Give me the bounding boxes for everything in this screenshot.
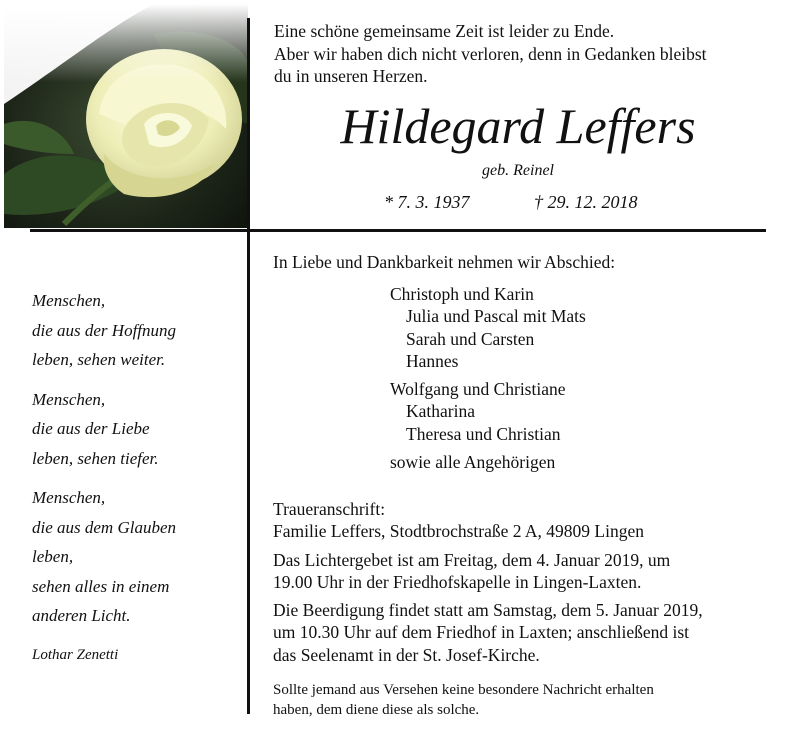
poem-line: Menschen,	[32, 291, 106, 310]
family-member: Sarah und Carsten	[406, 328, 535, 349]
poem-stanza	[32, 286, 242, 375]
birth-name: geb. Reinel	[482, 162, 554, 179]
prayer-line: Das Lichtergebet ist am Freitag, dem 4. Januar 2019, um	[273, 549, 671, 570]
poem-stanza	[32, 483, 242, 631]
poem-line: leben, sehen tiefer.	[32, 448, 159, 468]
family-others: sowie alle Angehörigen	[390, 452, 556, 473]
poem-line: leben,	[32, 547, 74, 566]
birth-date: * 7. 3. 1937	[384, 192, 470, 212]
poem-line: Menschen,	[32, 488, 106, 507]
family-group	[390, 378, 770, 445]
poem-line: anderen Licht.	[32, 606, 131, 625]
family-head: Christoph und Karin	[390, 284, 534, 304]
intro-line: Aber wir haben dich nicht verloren, denn in Gedanken bleibst	[274, 43, 707, 64]
farewell-text: In Liebe und Dankbarkeit nehmen wir Abschied:	[273, 252, 616, 272]
poem-author: Lothar Zenetti	[32, 647, 119, 663]
funeral-line: um 10.30 Uhr auf dem Friedhof in Laxten; anschließend ist	[273, 622, 690, 643]
family-member: Hannes	[406, 350, 459, 371]
life-dates	[384, 192, 684, 213]
funeral-line: das Seelenamt in der St. Josef-Kirche.	[273, 644, 540, 665]
funeral-block	[273, 599, 783, 666]
address: Familie Leffers, Stodtbrochstraße 2 A, 49809 Lingen	[273, 521, 644, 542]
poem-line: die aus der Liebe	[32, 419, 150, 438]
notice-line: haben, dem diene diese als solche.	[273, 702, 480, 718]
rose-illustration	[4, 4, 248, 228]
notice-line: Sollte jemand aus Versehen keine besondere Nachricht erhalten	[273, 682, 654, 698]
family-list	[390, 283, 770, 473]
notice-text	[273, 680, 783, 720]
poem	[32, 286, 242, 641]
death-date: † 29. 12. 2018	[534, 192, 638, 212]
horizontal-divider	[30, 229, 766, 232]
address-block	[273, 498, 783, 543]
prayer-block	[273, 549, 783, 594]
rose-photo	[4, 4, 248, 228]
family-member: Katharina	[406, 401, 475, 422]
deceased-name: Hildegard Leffers	[340, 98, 696, 154]
poem-line: sehen alles in einem	[32, 576, 170, 596]
poem-line: die aus dem Glauben	[32, 517, 177, 537]
intro-text	[274, 20, 774, 88]
poem-stanza	[32, 385, 242, 474]
intro-line: du in unseren Herzen.	[274, 66, 428, 86]
family-head: Wolfgang und Christiane	[390, 379, 566, 400]
prayer-line: 19.00 Uhr in der Friedhofskapelle in Lingen-Laxten.	[273, 571, 642, 592]
poem-line: die aus der Hoffnung	[32, 320, 177, 340]
poem-line: leben, sehen weiter.	[32, 350, 166, 369]
funeral-line: Die Beerdigung findet statt am Samstag, dem 5. Januar 2019,	[273, 600, 703, 621]
address-label: Traueranschrift:	[273, 499, 386, 519]
funeral-info	[273, 498, 783, 672]
poem-line: Menschen,	[32, 389, 106, 409]
family-member: Julia und Pascal mit Mats	[406, 306, 586, 327]
family-group	[390, 283, 770, 372]
family-member: Theresa und Christian	[406, 423, 561, 444]
intro-line: Eine schöne gemeinsame Zeit ist leider zu Ende.	[274, 21, 615, 41]
